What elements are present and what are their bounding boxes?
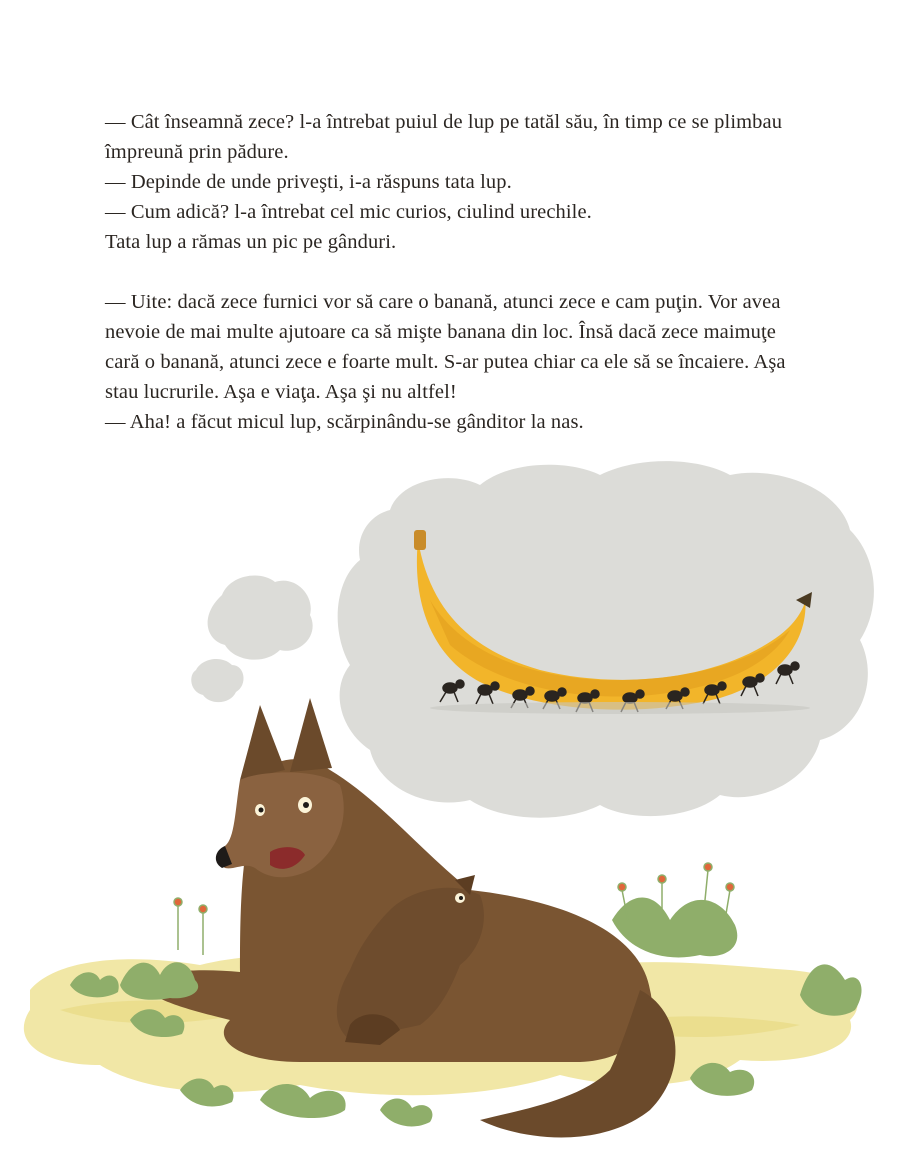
flower-icon	[199, 905, 207, 913]
story-text	[105, 107, 805, 437]
flower-icon	[174, 898, 182, 906]
bush-icon	[690, 1063, 754, 1096]
flower-icon	[726, 883, 734, 891]
ant-shadow	[430, 702, 810, 714]
story-line: — Cum adică? l-a întrebat cel mic curios, ciulind urechile.	[105, 201, 592, 223]
paragraph-gap	[105, 257, 805, 287]
story-line: — Cât înseamnă zece? l-a întrebat puiul de lup pe tatăl său, în timp ce se plimbau	[105, 111, 783, 133]
story-line: — Aha! a făcut micul lup, scărpinându-se gânditor la nas.	[105, 411, 584, 433]
bush-icon	[612, 898, 737, 958]
story-line: cară o banană, atunci zece e foarte mult. S-ar putea chiar ca ele să se încaiere. Aşa	[105, 351, 786, 373]
story-line: Tata lup a rămas un pic pe gânduri.	[105, 231, 397, 253]
story-line: împreună prin pădure.	[105, 141, 289, 163]
story-line: stau lucrurile. Aşa e viaţa. Aşa şi nu altfel!	[105, 381, 457, 403]
flower-icon	[658, 875, 666, 883]
flower-icon	[704, 863, 712, 871]
wolf-illustration	[0, 450, 900, 1171]
story-line: nevoie de mai multe ajutoare ca să mişte banana din loc. Însă dacă zece maimuţe	[105, 321, 777, 343]
story-line: — Depinde de unde priveşti, i-a răspuns tata lup.	[105, 171, 512, 193]
bush-icon	[380, 1098, 432, 1126]
story-line: — Uite: dacă zece furnici vor să care o banană, atunci zece e cam puţin. Vor avea	[105, 291, 781, 313]
flower-icon	[618, 883, 626, 891]
